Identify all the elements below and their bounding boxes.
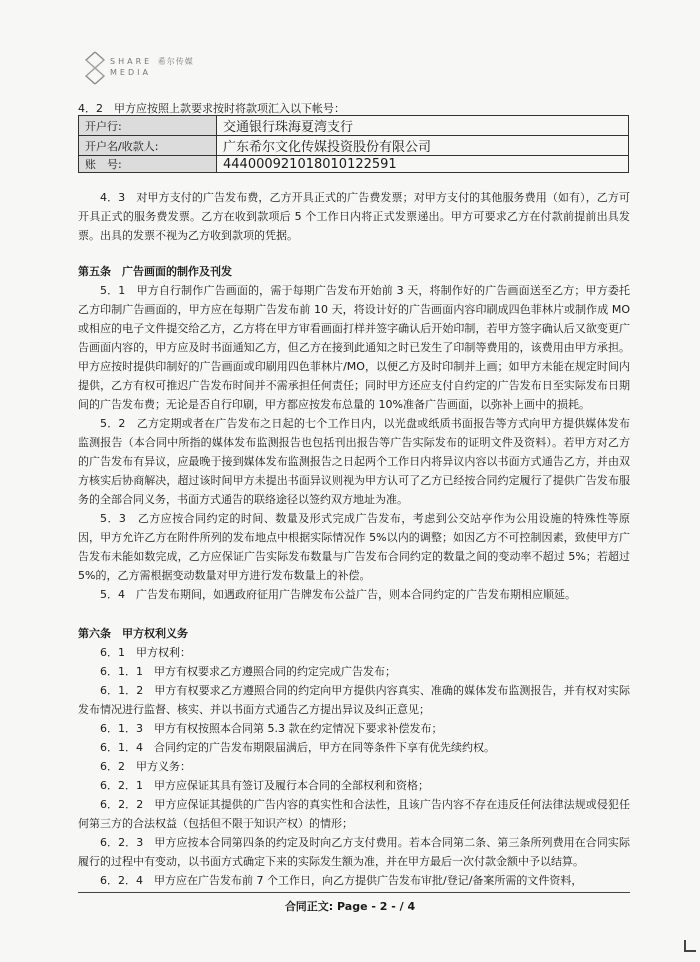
clause-6-1-4: 6．1．4 合同约定的广告发布期限届满后，甲方在同等条件下享有优先续约权。: [100, 741, 495, 754]
clause-5-2: 5．2 乙方定期或者在广告发布之日起的七个工作日内，以光盘或纸质书面报告等方式向甲方提供媒体发布监测报告（本合同中所指的媒体发布监测报告也包括刊出报告等广告实际发布的证明文件及资料）。若甲方对乙方的广告发布有异议，应最晚于接到媒体发布监测报告之日起两个工作日内将异议内容以书面方式通告乙方，并由双方核实后协商解决，超过该时间甲方未提出书面异议则视为甲方认可了乙方已经按合同约定履行了提供广告发布服务的全部合同义务，书面方式通告的联络途径以签约双方地址为准。: [78, 417, 630, 506]
section-5-title: 第五条 广告画面的制作及刊发: [78, 265, 232, 278]
clause-6-1-1: 6．1．1 甲方有权要求乙方遵照合同的约定完成广告发布；: [100, 665, 396, 678]
clause-4-2: 4．2 甲方应按照上款要求按时将款项汇入以下帐号：: [78, 102, 345, 114]
table-row: [79, 136, 629, 156]
company-logo: [84, 50, 194, 92]
clause-6-2-2: 6．2．2 甲方应保证其提供的广告内容的真实性和合法性，且该广告内容不存在违反任何法律法规或侵犯任何第三方的合法权益（包括但不限于知识产权）的情形；: [78, 798, 630, 830]
clause-6-1-3: 6．1．3 甲方有权按照本合同第 5.3 款在约定情况下要求补偿发布；: [100, 722, 443, 735]
section-5: [78, 262, 630, 604]
clause-6-1: 6．1 甲方权利：: [100, 646, 191, 659]
account-number-value: 444000921018010122591: [217, 156, 629, 173]
share-media-logo-icon: [84, 50, 106, 86]
table-row: [79, 116, 629, 136]
clause-5-4: 5．4 广告发布期间，如遇政府征用广告牌发布公益广告，则本合同约定的广告发布期相应顺延。: [100, 588, 576, 601]
clause-6-2-4: 6．2．4 甲方应在广告发布前 7 个工作日，向乙方提供广告发布审批/登记/备案所需的文件资料，: [100, 874, 583, 887]
section-6-title: 第六条 甲方权利义务: [78, 627, 188, 640]
bank-label: 开户行:: [79, 116, 217, 136]
clause-4-3-block: [78, 188, 630, 245]
clause-6-2-1: 6．2．1 甲方应保证其具有签订及履行本合同的全部权利和资格；: [100, 779, 429, 792]
clause-6-2: 6．2 甲方义务：: [100, 760, 191, 773]
footer-divider: [78, 892, 630, 893]
payee-label: 开户名/收款人:: [79, 136, 217, 156]
clause-5-3: 5．3 乙方应按合同约定的时间、数量及形式完成广告发布，考虑到公交站亭作为公用设施的特殊性等原因，甲方允许乙方在附件所列的发布地点中根据实际情况作 5%以内的调整；如因乙方不可控制因素，致使甲方广告发布未能如数完成，乙方应保证广告实际发布数量与广告发布合同约定的数量之间的变动率不超过 5%；若超过 5%的，乙方需根据变动数量对甲方进行发布数量上的补偿。: [78, 512, 630, 582]
logo-text-media: MEDIA: [110, 68, 151, 77]
page-footer: 合同正文: Page - 2 - / 4: [284, 900, 416, 913]
section-6: [78, 624, 630, 890]
table-row: [79, 156, 629, 173]
bank-value: 交通银行珠海夏湾支行: [217, 116, 629, 136]
scan-corner-mark: [684, 940, 696, 952]
clause-5-1: 5．1 甲方自行制作广告画面的，需于每期广告发布开始前 3 天，将制作好的广告画面送至乙方；甲方委托乙方印制广告画面的，甲方应在每期广告发布前 10 天，将设计好的广告画面内容印刷成四色菲林片或制作成 MO 或相应的电子文件提交给乙方，乙方将在甲方审看画面打样并签字确认后开始印制，若甲方签字确认后又欲变更广告画面内容的，甲方应及时书面通知乙方，但乙方在接到此通知之时已发生了印制等费用的，该费用由甲方承担。甲方应按时提供印制好的广告画面或印刷用四色菲林片/MO，以便乙方及时印制并上画；如甲方未能在规定时间内提供，乙方有权可推迟广告发布时间并不需承担任何责任；同时甲方还应支付自约定的广告发布日至实际发布日期间的广告发布费；无论是否自行印刷，甲方都应按发布总量的 10%准备广告画面，以弥补上画中的损耗。: [78, 284, 630, 411]
account-number-label: 账 号:: [79, 156, 217, 173]
clause-6-2-3: 6．2．3 甲方应按本合同第四条的约定及时向乙方支付费用。若本合同第二条、第三条所列费用在合同实际履行的过程中有变动，以书面方式确定下来的实际发生额为准，并在甲方最后一次付款金额中予以结算。: [78, 836, 630, 868]
bank-account-table: [78, 115, 629, 173]
payee-value: 广东希尔文化传媒投资股份有限公司: [217, 136, 629, 156]
logo-text-share: SHARE 希尔传媒: [110, 57, 194, 66]
clause-4-3: 4．3 对甲方支付的广告发布费，乙方开具正式的广告费发票；对甲方支付的其他服务费用（如有），乙方可开具正式的服务费发票。乙方在收到款项后 5 个工作日内将正式发票递出。甲方可要求乙方在付款前提前出具发票。出具的发票不视为乙方收到款项的凭据。: [78, 191, 630, 242]
clause-6-1-2: 6．1．2 甲方有权要求乙方遵照合同的约定向甲方提供内容真实、准确的媒体发布监测报告，并有权对实际发布情况进行监督、核实、并以书面方式通告乙方提出异议及纠正意见；: [78, 684, 630, 716]
